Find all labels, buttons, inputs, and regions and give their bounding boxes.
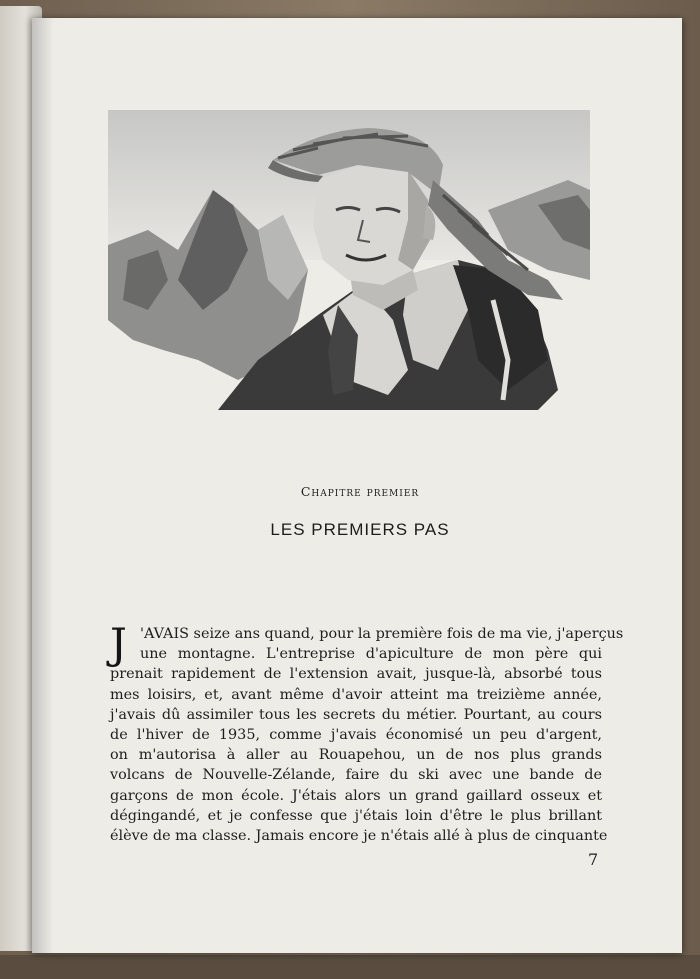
page-number: 7 <box>588 850 599 869</box>
desk-edge <box>0 955 700 979</box>
text-line: on m'autorisa à aller au Rouapehou, un de nos plus grands <box>110 747 602 764</box>
text-line: mes loisirs, et, avant même d'avoir atteint ma treizième année, <box>110 686 602 703</box>
text-line: une montagne. L'entreprise d'apiculture de mon père qui <box>140 646 602 663</box>
text-line: 'AVAIS seize ans quand, pour la première fois de ma vie, j'aperçus <box>140 626 624 642</box>
text-line: volcans de Nouvelle-Zélande, faire du ski avec une bande de <box>110 767 602 784</box>
text-line: garçons de mon école. J'étais alors un grand gaillard osseux et <box>110 787 602 804</box>
chapter-illustration <box>108 110 590 420</box>
text-line: prenait rapidement de l'extension avait, jusque-là, absorbé tous <box>110 666 602 683</box>
drop-cap: J <box>110 619 127 668</box>
text-line: j'avais dû assimiler tous les secrets du métier. Pourtant, au cours <box>110 706 602 723</box>
text-line: dégingandé, et je confesse que j'étais loin d'être le plus brillant <box>110 807 602 824</box>
chapter-title: LES PREMIERS PAS <box>270 520 450 539</box>
spine-shadow <box>32 18 54 953</box>
chapter-label: Chapitre premier <box>300 484 420 499</box>
body-paragraph <box>110 619 624 846</box>
text-line: de l'hiver de 1935, comme j'avais économisé un peu d'argent, <box>110 727 602 744</box>
text-line: élève de ma classe. Jamais encore je n'étais allé à plus de cinquante <box>110 828 608 845</box>
